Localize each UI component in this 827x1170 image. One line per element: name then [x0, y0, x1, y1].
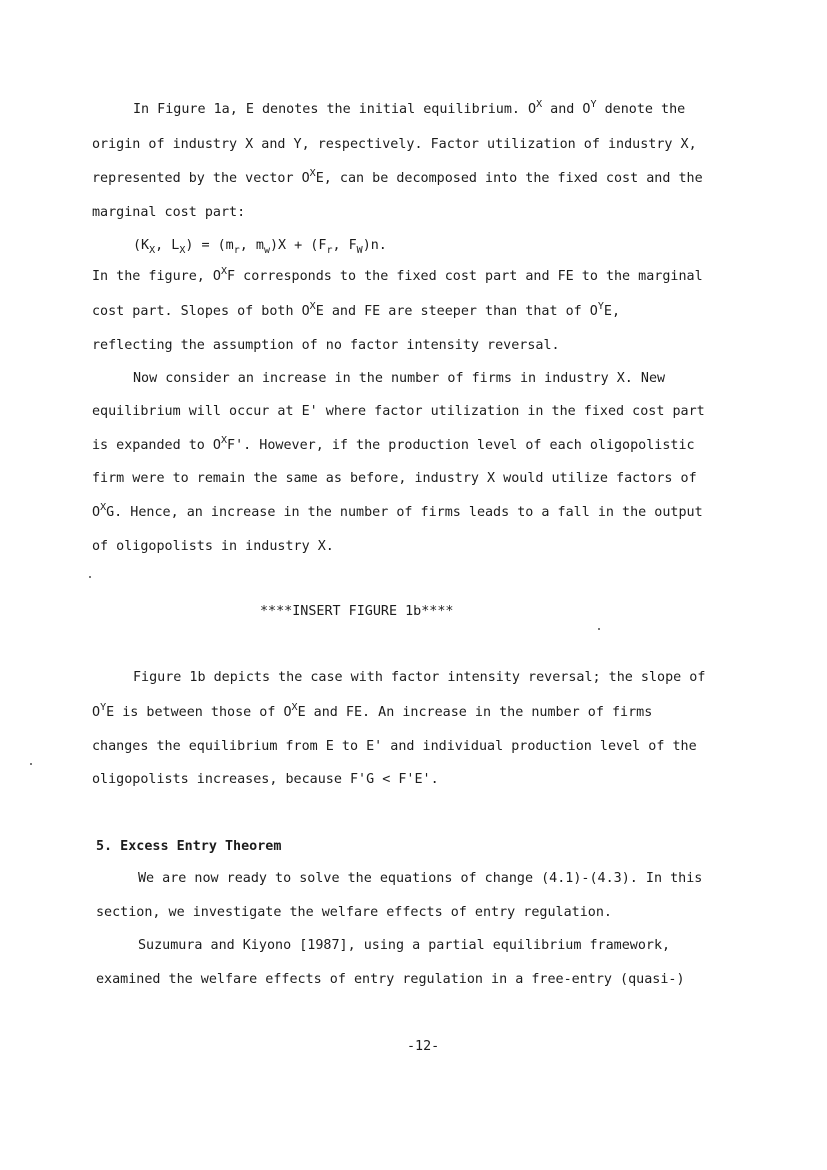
paragraph4-line4: oligopolists increases, because F'G < F'E'.: [92, 772, 439, 787]
paragraph3-line4: firm were to remain the same as before, industry X would utilize factors of: [92, 471, 697, 486]
page-number: -12-: [407, 1039, 440, 1054]
paragraph1-line1: In Figure 1a, E denotes the initial equilibrium. $O^X$ and $O^Y$ denote the: [133, 99, 686, 117]
paragraph2-line2: cost part. Slopes of both $O^XE$ and FE are steeper than that of $O^YE$,: [92, 301, 621, 319]
paragraph1-line2: origin of industry X and Y, respectively. Factor utilization of industry X,: [92, 137, 697, 152]
paragraph4-line1: Figure 1b depicts the case with factor intensity reversal; the slope of: [133, 670, 706, 685]
paragraph3-line5: $O^XG$. Hence, an increase in the number of firms leads to a fall in the output: [92, 502, 703, 520]
paragraph3-line2: equilibrium will occur at E' where factor utilization in the fixed cost part: [92, 404, 705, 419]
paragraph2-line3: reflecting the assumption of no factor intensity reversal.: [92, 338, 560, 353]
equation: ($K_X$, $L_X) = (m_r$, $m_w)X + (F_r$, $F_W)n$.: [133, 238, 387, 256]
paragraph1-line3: represented by the vector $O^XE$, can be decomposed into the fixed cost and the: [92, 168, 703, 186]
paragraph3-line1: Now consider an increase in the number of firms in industry X. New: [133, 371, 666, 386]
paragraph3-line3: is expanded to $O^XF'$. However, if the production level of each oligopolistic: [92, 435, 695, 453]
section-heading: 5. Excess Entry Theorem: [96, 839, 282, 854]
paragraph5-line1: We are now ready to solve the equations of change (4.1)-(4.3). In this: [138, 871, 703, 886]
scan-speck: [30, 763, 32, 765]
paragraph1-line4: marginal cost part:: [92, 205, 246, 220]
paragraph6-line2: examined the welfare effects of entry regulation in a free-entry (quasi-): [96, 972, 685, 987]
scan-speck: [89, 576, 91, 578]
paragraph6-line1: Suzumura and Kiyono [1987], using a partial equilibrium framework,: [138, 938, 671, 953]
paragraph4-line2: $O^YE$ is between those of $O^XE$ and FE. An increase in the number of firms: [92, 702, 653, 720]
paragraph2-line1: In the figure, $O^XF$ corresponds to the fixed cost part and FE to the marginal: [92, 266, 703, 284]
insert-figure-note: ****INSERT FIGURE 1b****: [260, 604, 454, 619]
paragraph4-line3: changes the equilibrium from E to E' and individual production level of the: [92, 739, 697, 754]
scan-speck: [598, 628, 600, 630]
paragraph5-line2: section, we investigate the welfare effects of entry regulation.: [96, 905, 612, 920]
paragraph3-line6: of oligopolists in industry X.: [92, 539, 334, 554]
